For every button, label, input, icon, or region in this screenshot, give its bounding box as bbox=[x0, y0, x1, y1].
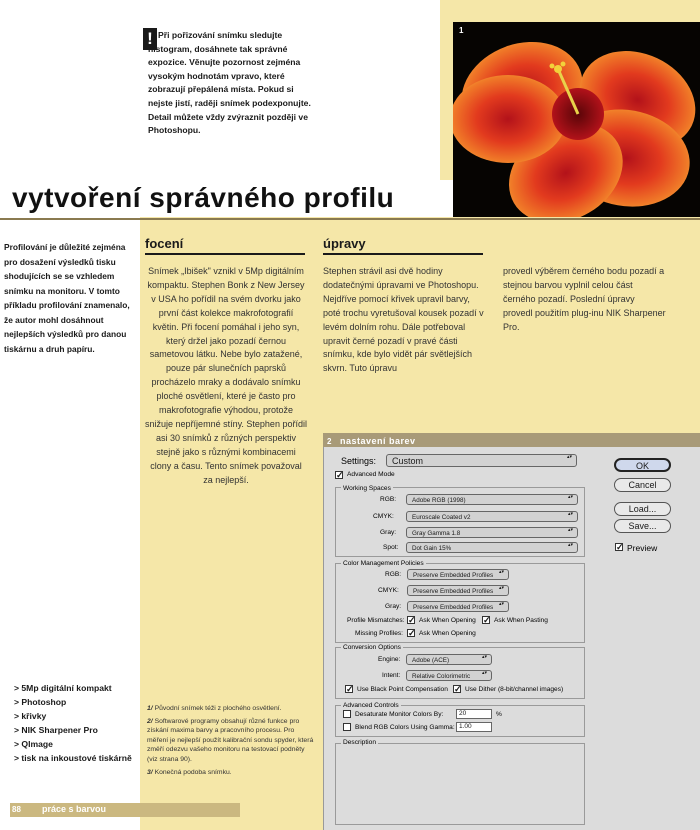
ask-pasting-checkbox[interactable]: ✓ bbox=[483, 615, 491, 625]
description-group bbox=[335, 743, 585, 825]
foceni-text: Snímek „Ibišek" vznikl v 5Mp digitálním kompaktu. Stephen Bonk z New Jersey v USA ho pořídil na svém dvorku jako první část kolekce makrofotografií květin. Při focení pomáhal i jeho syn, který držel jako pozadí černou sametovou látku. Nebe bylo zatažené, pouze pár slunečních paprsků procházelo mraky a dodávalo snímku ploché osvětlení, které je často pro makrofotografie výhodou, protože snižuje nepříjemné stíny. Stephen pořídil asi 30 snímků z různých perspektiv stejně jako s různými kombinacemi clony a času. Tento snímek považoval za nejlepší. bbox=[145, 266, 307, 485]
conversion-title: Conversion Options bbox=[343, 644, 401, 651]
blend-input[interactable]: 1.00 bbox=[456, 722, 492, 732]
percent-label: % bbox=[496, 711, 502, 718]
intent-select[interactable]: Relative Colorimetric ▴▾ bbox=[406, 670, 492, 681]
color-settings-dialog bbox=[323, 447, 700, 830]
title-divider bbox=[0, 218, 700, 220]
cmp-gray-select[interactable]: Preserve Embedded Profiles ▴▾ bbox=[407, 601, 509, 612]
black-point-label: Use Black Point Compensation bbox=[357, 686, 448, 693]
page-title: vytvoření správného profilu bbox=[12, 182, 395, 213]
upravy-text-continued: provedl výběrem černého bodu pozadí a stejnou barvou vyplnil celou část černého pozadí. Poslední úpravy provedl použitím plug-inu NIK Sharpener Pro. bbox=[503, 266, 666, 332]
intro-paragraph: Profilování je důležité zejména pro dosažení výsledků tisku shodujících se se vzhledem snímku na monitoru. V tomto příkladu profilování znamenalo, že autor mohl dosáhnout nejlepších výsledků pro danou tiskárnu a druh papíru. bbox=[4, 242, 130, 354]
section-name: práce s barvou bbox=[42, 804, 107, 814]
ws-gray-select[interactable]: Gray Gamma 1.8 ▴▾ bbox=[406, 527, 578, 538]
list-item: > NIK Sharpener Pro bbox=[14, 725, 98, 735]
ok-button[interactable]: OK bbox=[614, 458, 671, 472]
list-item: > křivky bbox=[14, 711, 47, 721]
hibiscus-photo bbox=[453, 22, 700, 217]
description-label: Description bbox=[343, 739, 376, 746]
missing-ask-label: Ask When Opening bbox=[419, 630, 476, 637]
advanced-controls-title: Advanced Controls bbox=[343, 702, 399, 709]
engine-label: Engine: bbox=[378, 656, 401, 663]
photo-number: 1 bbox=[459, 26, 464, 35]
caption-3: 3/ Konečná podoba snímku. bbox=[147, 768, 232, 776]
engine-select[interactable]: Adobe (ACE) ▴▾ bbox=[406, 654, 492, 665]
caption-2: 2/ Softwarové programy obsahují různé funkce pro získání maxima barvy a pracovního procesu. Pro měření je nejlepší použít kalibrační sondu spyder, která změří odezvu vašeho monitoru na testovací podněty (viz strana 90). bbox=[147, 717, 314, 763]
mismatch-label: Profile Mismatches: bbox=[347, 617, 405, 624]
ask-opening-checkbox[interactable]: ✓ bbox=[408, 615, 416, 625]
page-number: 88 bbox=[12, 805, 21, 814]
blend-label: Blend RGB Colors Using Gamma: bbox=[355, 724, 455, 731]
dither-label: Use Dither (8-bit/channel images) bbox=[465, 686, 564, 693]
list-item: > Photoshop bbox=[14, 697, 67, 707]
desaturate-label: Desaturate Monitor Colors By: bbox=[355, 711, 444, 718]
ask-pasting-label: Ask When Pasting bbox=[494, 617, 548, 624]
dialog-number: 2 bbox=[327, 437, 332, 446]
missing-ask-checkbox[interactable]: ✓ bbox=[408, 628, 416, 638]
caption-1: 1/ Původní snímek téži z plochého osvětlení. bbox=[147, 705, 282, 712]
hibiscus-flower-illustration bbox=[453, 22, 700, 217]
ws-cmyk-label: CMYK: bbox=[373, 513, 394, 520]
ws-spot-select[interactable]: Dot Gain 15% ▴▾ bbox=[406, 542, 578, 553]
heading-upravy: úpravy bbox=[323, 236, 483, 255]
desaturate-checkbox[interactable] bbox=[343, 710, 351, 718]
cmp-rgb-select[interactable]: Preserve Embedded Profiles ▴▾ bbox=[407, 569, 509, 580]
save-button[interactable]: Save... bbox=[614, 519, 671, 533]
intent-label: Intent: bbox=[382, 672, 401, 679]
advanced-mode-label: Advanced Mode bbox=[347, 471, 395, 478]
cancel-button[interactable]: Cancel bbox=[614, 478, 671, 492]
list-item: > tisk na inkoustové tiskárně bbox=[14, 753, 132, 763]
advanced-mode-checkbox[interactable]: ✓ bbox=[336, 470, 344, 480]
cmp-gray-label: Gray: bbox=[385, 603, 402, 610]
policies-title: Color Management Policies bbox=[343, 560, 424, 567]
settings-label: Settings: bbox=[341, 456, 377, 466]
blend-checkbox[interactable] bbox=[343, 723, 351, 731]
preview-label: Preview bbox=[627, 543, 658, 553]
dialog-title: nastavení barev bbox=[340, 436, 416, 446]
cmp-cmyk-label: CMYK: bbox=[378, 587, 399, 594]
upravy-text: Stephen strávil asi dvě hodiny dodatečnými úpravami ve Photoshopu. Nejdříve pomocí křivek upravil barvy, poté trochu vyretušoval kousek pozadí v levém dolním rohu. Dále potřeboval upravit černé pozadí v pravé části snímku, kde bylo vidět pár světlejších skvrn. Tuto úpravu bbox=[323, 266, 484, 374]
dither-checkbox[interactable]: ✓ bbox=[454, 684, 462, 694]
ws-cmyk-select[interactable]: Euroscale Coated v2 ▴▾ bbox=[406, 511, 578, 522]
cmp-rgb-label: RGB: bbox=[385, 571, 402, 578]
ws-rgb-select[interactable]: Adobe RGB (1998) ▴▾ bbox=[406, 494, 578, 505]
ask-opening-label: Ask When Opening bbox=[419, 617, 476, 624]
working-spaces-title: Working Spaces bbox=[343, 485, 391, 492]
ws-gray-label: Gray: bbox=[380, 529, 397, 536]
desaturate-input[interactable]: 20 bbox=[456, 709, 492, 719]
preview-checkbox[interactable]: ✓ bbox=[616, 542, 624, 552]
exclamation-icon: ! bbox=[143, 28, 157, 50]
heading-foceni: focení bbox=[145, 236, 305, 255]
tools-list bbox=[14, 681, 139, 765]
missing-label: Missing Profiles: bbox=[355, 630, 404, 637]
load-button[interactable]: Load... bbox=[614, 502, 671, 516]
tip-text: Při pořizování snímku sledujte histogram, dosáhnete tak správné expozice. Věnujte pozornost zejména vysokým hodnotám vpravo, které zobrazují přepálená místa. Pokud si nejste jistí, raději snímek podexponujte. Detail můžete vždy zvýraznit později ve Photoshopu. bbox=[148, 30, 311, 136]
black-point-checkbox[interactable]: ✓ bbox=[346, 684, 354, 694]
list-item: > QImage bbox=[14, 739, 53, 749]
ws-spot-label: Spot: bbox=[383, 544, 399, 551]
captions bbox=[147, 704, 315, 780]
cmp-cmyk-select[interactable]: Preserve Embedded Profiles ▴▾ bbox=[407, 585, 509, 596]
settings-select[interactable]: Custom ▴▾ bbox=[386, 454, 577, 467]
ws-rgb-label: RGB: bbox=[380, 496, 397, 503]
list-item: > 5Mp digitální kompakt bbox=[14, 683, 112, 693]
